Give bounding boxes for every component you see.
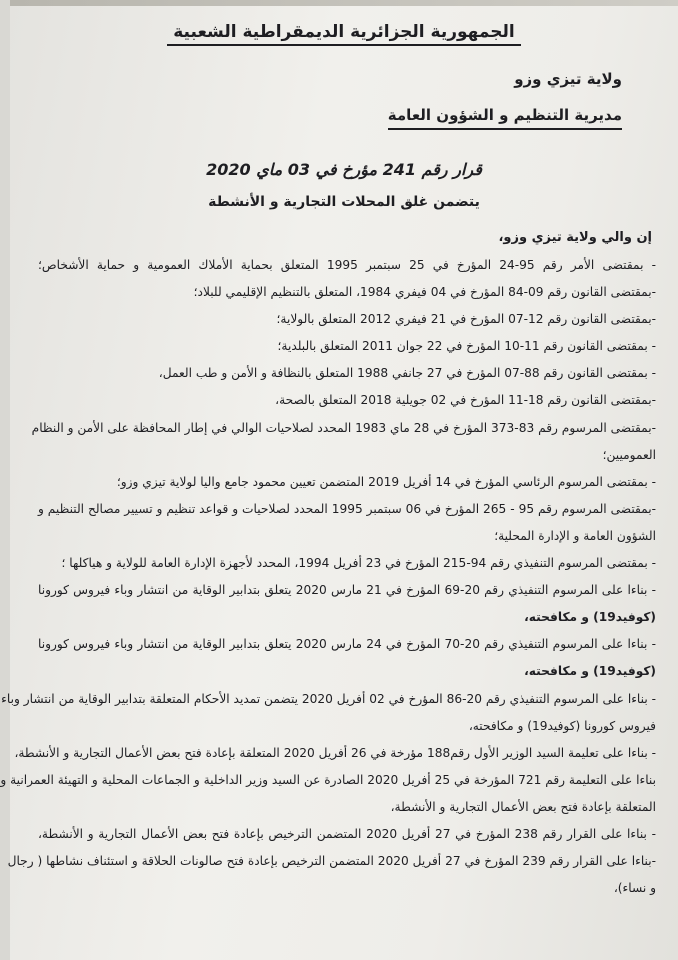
considerations-list [0, 252, 657, 902]
text-line: -بمقتضى المرسوم رقم 83-373 المؤرخ في 28 ماي 1983 المحدد لصلاحيات الوالي في إطار المحافظة على الأمن و النظام [31, 420, 656, 435]
page-top-edge [10, 0, 678, 6]
text-line: -بمقتضى القانون رقم 12-07 المؤرخ في 21 فيفري 2012 المتعلق بالولاية؛ [276, 312, 656, 327]
text-line: -بمقتضى المرسوم رقم 95 - 265 المؤرخ في 06 سبتمبر 1995 المحدد لصلاحيات و قواعد تنظيم و تسيير مصالح التنظيم و [38, 501, 656, 516]
republic-heading-text: الجمهورية الجزائرية الديمقراطية الشعبية [167, 22, 521, 46]
text-line: - بمقتضى المرسوم التنفيذي رقم 94-215 المؤرخ في 23 أفريل 1994، المحدد لأجهزة الإدارة العامة للولاية و هياكلها ؛ [61, 556, 656, 571]
text-line: - بناءا على القرار رقم 238 المؤرخ في 27 أفريل 2020 المتضمن الترخيص بإعادة فتح بعض الأعمال التجارية و الأنشطة، [38, 826, 657, 841]
decision-subject: يتضمن غلق المحلات التجارية و الأنشطة [208, 194, 480, 210]
text-line: - بمقتضى القانون رقم 11-10 المؤرخ في 22 جوان 2011 المتعلق بالبلدية؛ [277, 339, 656, 354]
decision-title: قرار رقم 241 مؤرخ في 03 ماي 2020 [206, 160, 482, 179]
text-line: -بمقتضى القانون رقم 09-84 المؤرخ في 04 فيفري 1984، المتعلق بالتنظيم الإقليمي للبلاد؛ [193, 285, 656, 300]
text-line: العموميين؛ [602, 447, 656, 462]
text-line: - بناءا على المرسوم التنفيذي رقم 20-69 المؤرخ في 21 مارس 2020 يتعلق بتدابير الوقاية من انتشار وباء فيروس كورونا [38, 583, 656, 598]
direction-name: مديرية التنظيم و الشؤون العامة [388, 106, 622, 130]
text-line: فيروس كورونا (كوفيد19) و مكافحته، [468, 718, 656, 733]
text-line: - بمقتضى القانون رقم 88-07 المؤرخ في 27 جانفي 1988 المتعلق بالنظافة و الأمن و طب العمل، [158, 366, 656, 381]
text-line: - بمقتضى الأمر رقم 95-24 المؤرخ في 25 سبتمبر 1995 المتعلق بحماية الأملاك العمومية و حماية الأشخاص؛ [38, 258, 656, 272]
text-line: (كوفيد19) و مكافحته، [524, 610, 656, 625]
republic-heading [10, 22, 678, 46]
text-line: و نساء)، [613, 881, 656, 896]
text-line: - بناءا على تعليمة السيد الوزير الأول رقم188 مؤرخة في 26 أفريل 2020 المتعلقة بإعادة فتح بعض الأعمال التجارية و الأنشطة، [14, 745, 656, 760]
text-line: بناءا على التعليمة رقم 721 المؤرخة في 25 أفريل 2020 الصادرة عن السيد وزير الداخلية و الجماعات المحلية و التهيئة العمرانية و [0, 772, 656, 787]
text-line: المتعلقة بإعادة فتح بعض الأعمال التجارية و الأنشطة، [390, 799, 656, 814]
text-line: -بناءا على القرار رقم 239 المؤرخ في 27 أفريل 2020 المتضمن الترخيص بإعادة فتح صالونات الحلاقة و استئناف نشاطها ( رجال [7, 854, 656, 869]
text-line: - بناءا على المرسوم التنفيذي رقم 20-70 المؤرخ في 24 مارس 2020 يتعلق بتدابير الوقاية من انتشار وباء فيروس كورونا [38, 637, 656, 652]
wilaya-name: ولاية تيزي وزو [514, 70, 622, 88]
text-line: الشؤون العامة و الإدارة المحلية؛ [494, 528, 656, 543]
opening-line: إن والي ولاية تيزي وزو، [498, 230, 652, 245]
text-line: -بمقتضى القانون رقم 18-11 المؤرخ في 02 جويلية 2018 المتعلق بالصحة، [275, 393, 656, 408]
text-line: - بناءا على المرسوم التنفيذي رقم 20-86 المؤرخ في 02 أفريل 2020 يتضمن تمديد الأحكام المتعلقة بتدابير الوقاية من انتشار وباء [1, 691, 656, 706]
text-line: (كوفيد19) و مكافحته، [524, 664, 656, 679]
text-line: - بمقتضى المرسوم الرئاسي المؤرخ في 14 أفريل 2019 المتضمن تعيين محمود جامع واليا لولاية تيزي وزو؛ [116, 474, 656, 489]
